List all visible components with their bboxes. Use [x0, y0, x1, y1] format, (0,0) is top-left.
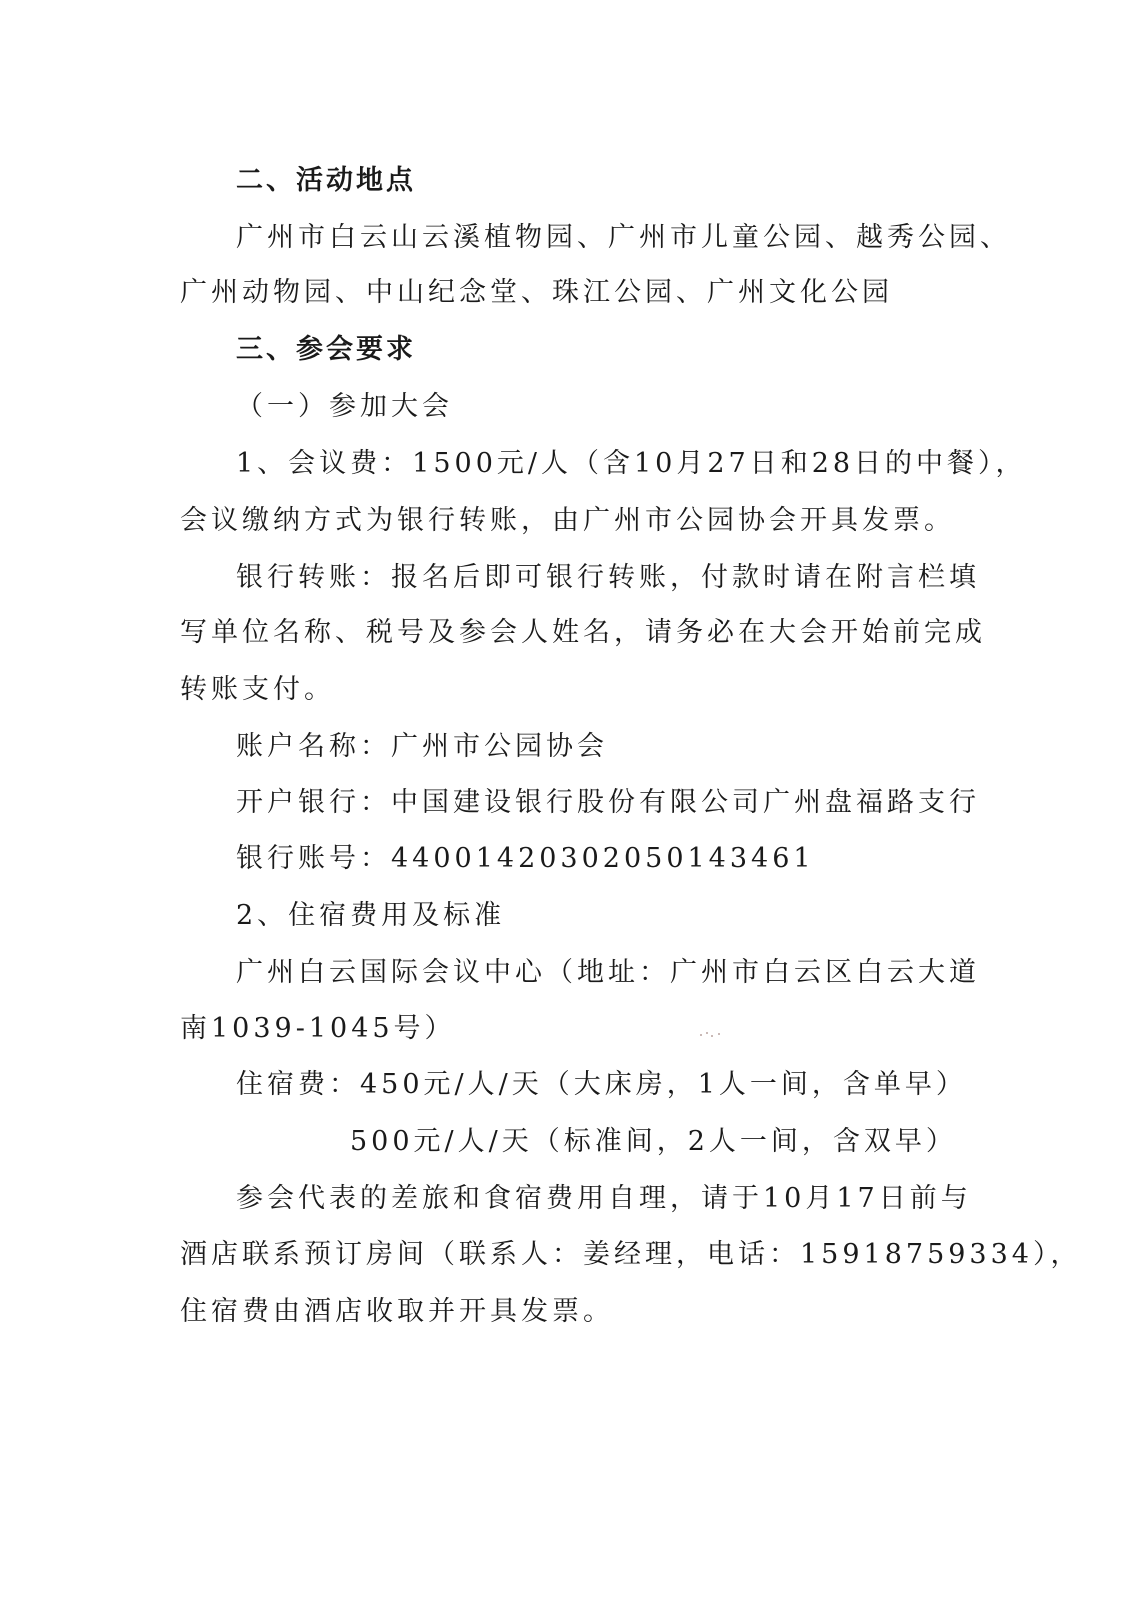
fee-line-2: 会议缴纳方式为银行转账，由广州市公园协会开具发票。 [180, 505, 955, 536]
scan-speck [700, 1032, 722, 1038]
note-line-2: 酒店联系预订房间（联系人：姜经理，电话：15918759334）， [180, 1239, 1082, 1270]
transfer-line-2: 写单位名称、税号及参会人姓名，请务必在大会开始前完成 [180, 617, 986, 648]
note-line-1: 参会代表的差旅和食宿费用自理，请于10月17日前与 [236, 1183, 972, 1214]
section-three-heading: 三、参会要求 [236, 334, 416, 365]
lodging-rate-1: 住宿费：450元/人/天（大床房，1人一间，含单早） [236, 1069, 967, 1100]
subsection-heading: （一）参加大会 [236, 391, 453, 422]
note-line-3: 住宿费由酒店收取并开具发票。 [180, 1296, 614, 1327]
hotel-line-1: 广州白云国际会议中心（地址：广州市白云区白云大道 [236, 957, 980, 988]
fee-line-1: 1、会议费：1500元/人（含10月27日和28日的中餐）， [236, 448, 1027, 479]
bank-name: 开户银行：中国建设银行股份有限公司广州盘福路支行 [236, 787, 980, 818]
transfer-line-3: 转账支付。 [180, 674, 335, 705]
lodging-rate-2: 500元/人/天（标准间，2人一间，含双早） [350, 1126, 957, 1157]
location-line-1: 广州市白云山云溪植物园、广州市儿童公园、越秀公园、 [236, 222, 1011, 253]
hotel-line-2: 南1039-1045号） [180, 1013, 456, 1044]
account-name: 账户名称：广州市公园协会 [236, 731, 608, 762]
section-two-heading: 二、活动地点 [236, 165, 416, 196]
lodging-title: 2、住宿费用及标准 [236, 900, 506, 931]
account-number: 银行账号：44001420302050143461 [236, 843, 815, 874]
location-line-2: 广州动物园、中山纪念堂、珠江公园、广州文化公园 [180, 277, 893, 308]
transfer-line-1: 银行转账：报名后即可银行转账，付款时请在附言栏填 [236, 562, 980, 593]
